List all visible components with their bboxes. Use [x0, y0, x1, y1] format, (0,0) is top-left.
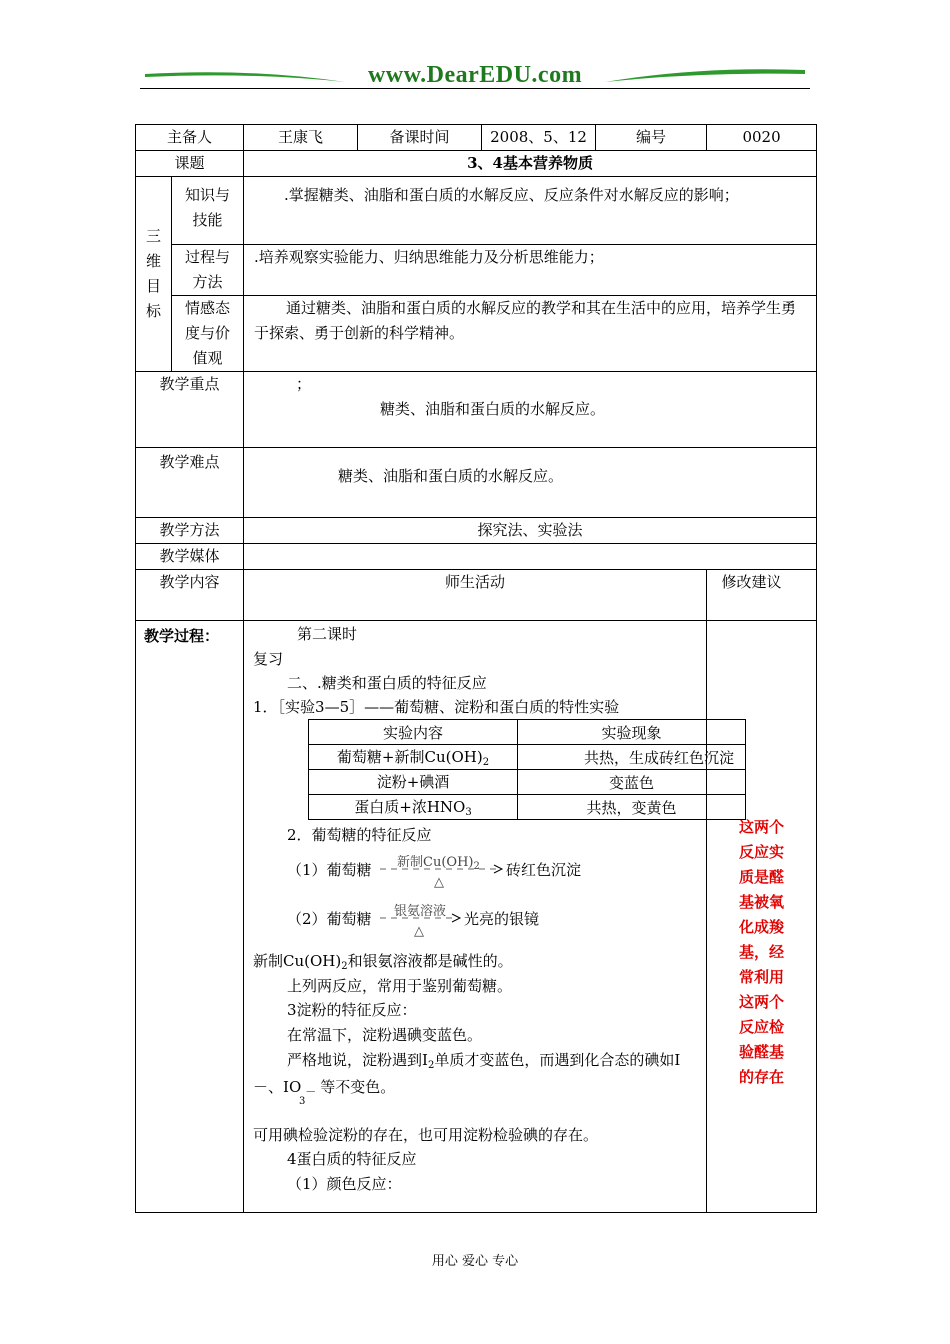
red-note: 这两个 反应实 质是醛 基被氧 化成羧 基，经 常利用 这两个 反应检 验醛基 的存在 [739, 818, 785, 1086]
activity-label: 师生活动 [244, 570, 707, 621]
key-points-content: 糖类、油脂和蛋白质的水解反应。 [380, 400, 606, 418]
reaction-2-heat: △ [414, 924, 425, 939]
knowledge-label: 知识与技能 [172, 177, 244, 245]
starch-title: 3淀粉的特征反应： [287, 1001, 417, 1019]
review-label: 复习 [253, 650, 284, 668]
reaction-1-start: （1）葡萄糖 [287, 861, 372, 879]
topic-label: 课题 [136, 151, 244, 177]
protein-title: 4蛋白质的特征反应 [287, 1150, 417, 1168]
topic-value: 3、4基本营养物质 [244, 151, 817, 177]
preparer-value: 王康飞 [244, 125, 358, 151]
exp-header-content: 实验内容 [309, 720, 518, 745]
time-label: 备课时间 [358, 125, 482, 151]
process-method-label: 过程与方法 [172, 245, 244, 296]
reaction-1-reagent: 新制$Cu(OH)_2$ [397, 855, 480, 872]
reaction-2-result: 光亮的银镜 [464, 910, 540, 928]
process-cell [244, 621, 735, 1213]
content-label: 教学内容 [136, 570, 244, 621]
glucose-title: 2．葡萄糖的特征反应 [287, 826, 432, 844]
experiment-title: 1．［实验3—5］——葡萄糖、淀粉和蛋白质的特性实验 [253, 698, 620, 716]
exp-row-result: 共热，变黄色 [518, 795, 746, 820]
method-content: 探究法、实验法 [244, 518, 817, 544]
lesson-title: 第二课时 [297, 625, 358, 643]
banner-underline [140, 88, 810, 89]
exp-row-content: 蛋白质+浓$HNO_3$ [309, 795, 518, 820]
protein-line-1: （1）颜色反应： [287, 1175, 402, 1193]
time-value: 2008、5、12 [482, 125, 596, 151]
note-cell [707, 621, 817, 1213]
objectives-label: 三 维 目 标 [136, 177, 172, 372]
reaction-1-result: 砖红色沉淀 [506, 861, 582, 879]
experiment-table [308, 719, 746, 820]
preparer-label: 主备人 [136, 125, 244, 151]
exp-row-content: 淀粉+碘酒 [309, 770, 518, 795]
knowledge-content: .掌握糖类、油脂和蛋白质的水解反应、反应条件对水解反应的影响； [244, 177, 817, 245]
starch-subscript-3: 3 [299, 1096, 306, 1107]
identify-note: 上列两反应，常用于鉴别葡萄糖。 [287, 977, 513, 995]
number-label: 编号 [596, 125, 707, 151]
site-banner [140, 60, 810, 96]
number-value: 0020 [707, 125, 817, 151]
media-label: 教学媒体 [136, 544, 244, 570]
key-points-cell [244, 372, 817, 448]
exp-row-content: 葡萄糖+新制$Cu(OH)_2$ [309, 745, 518, 770]
starch-line-1: 在常温下，淀粉遇碘变蓝色。 [287, 1026, 483, 1044]
key-points-label: 教学重点 [136, 372, 244, 448]
difficulties-content: 糖类、油脂和蛋白质的水解反应。 [244, 448, 817, 518]
reaction-1-arrow-icon [380, 861, 504, 875]
starch-line-2: 严格地说，淀粉遇到$I_2$单质才变蓝色，而遇到化合态的碘如I [287, 1051, 681, 1071]
starch-line-4: 可用碘检验淀粉的存在，也可用淀粉检验碘的存在。 [253, 1126, 599, 1144]
difficulties-label: 教学难点 [136, 448, 244, 518]
reaction-2-arrow-icon [380, 910, 462, 924]
starch-line-3: －、IO $_-$ 等不变色。 [253, 1078, 396, 1098]
basic-note: 新制$Cu(OH)_2$和银氨溶液都是碱性的。 [253, 952, 513, 972]
process-method-content: .培养观察实验能力、归纳思维能力及分析思维能力； [244, 245, 817, 296]
exp-row-result: 变蓝色 [518, 770, 746, 795]
method-label: 教学方法 [136, 518, 244, 544]
section-title: 二、.糖类和蛋白质的特征反应 [287, 674, 487, 692]
key-points-mark: ； [296, 375, 312, 393]
reaction-2-reagent: 银氨溶液 [394, 904, 447, 919]
suggestion-label: 修改建议 [707, 570, 817, 621]
site-name[interactable]: www.DearEDU.com [367, 62, 583, 88]
reaction-1-heat: △ [434, 875, 445, 890]
lesson-plan-table [135, 124, 817, 1213]
emotion-content: 通过糖类、油脂和蛋白质的水解反应的教学和其在生活中的应用，培养学生勇于探索、勇于创新的科学精神。 [244, 296, 817, 372]
emotion-label: 情感态度与价值观 [172, 296, 244, 372]
exp-row-result: 共热，生成砖红色沉淀 [518, 745, 746, 770]
reaction-2-start: （2）葡萄糖 [287, 910, 372, 928]
exp-header-result: 实验现象 [518, 720, 746, 745]
media-content [244, 544, 817, 570]
process-label: 教学过程： [136, 621, 244, 1213]
page-footer: 用心 爱心 专心 [431, 1254, 519, 1269]
